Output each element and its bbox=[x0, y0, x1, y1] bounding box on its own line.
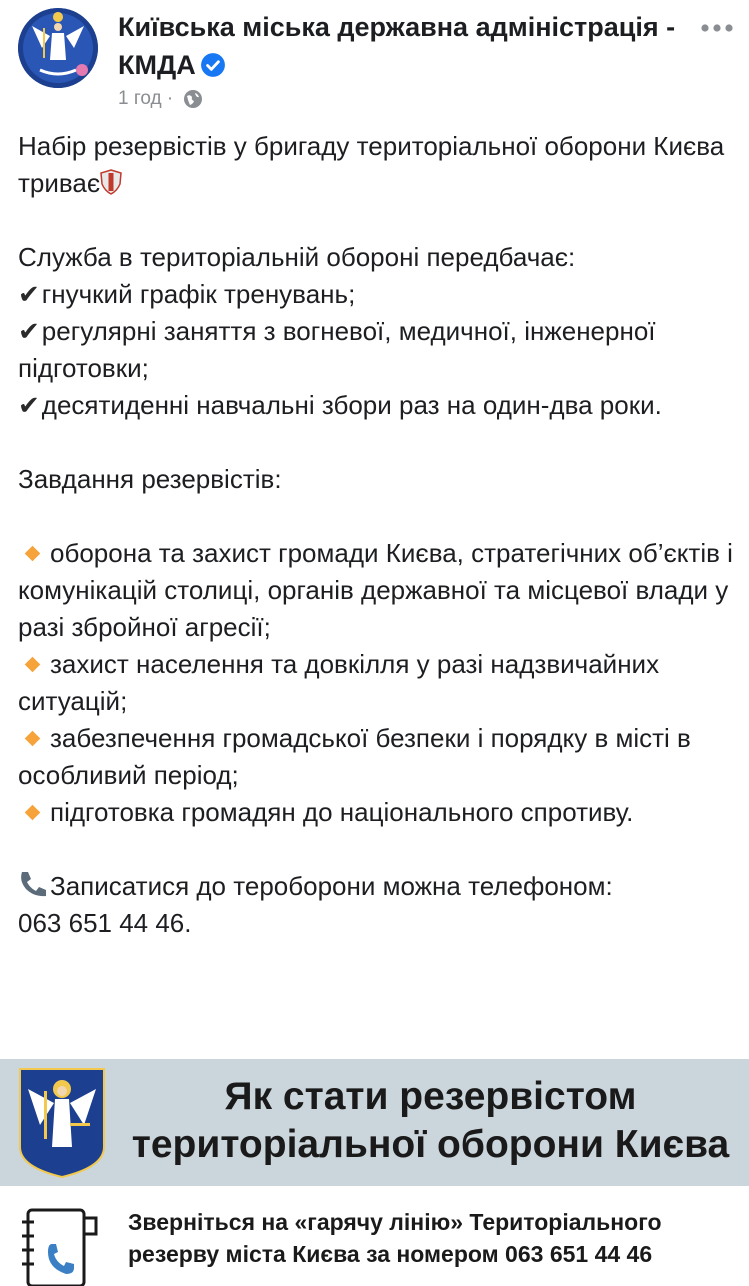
page-name-text[interactable]: Київська міська державна адміністрація - КМДА bbox=[118, 12, 676, 80]
orange-diamond-icon bbox=[25, 656, 41, 672]
page-avatar[interactable] bbox=[18, 8, 98, 88]
service-heading: Служба в територіальній обороні передбачає: bbox=[18, 242, 576, 272]
task-item bbox=[18, 720, 738, 794]
verified-badge-icon bbox=[200, 52, 226, 78]
more-icon[interactable] bbox=[699, 22, 735, 34]
hotline-line: Зверніться на «гарячу лінію» Територіального bbox=[128, 1209, 662, 1235]
service-item-text: десятиденні навчальні збори раз на один-два роки. bbox=[41, 390, 662, 420]
shield-emoji bbox=[100, 169, 122, 195]
task-item-text: оборона та захист громади Києва, стратегічних об’єктів і комунікацій столиці, органів державної та місцевої влади у разі збройної агресії; bbox=[18, 538, 733, 642]
globe-icon bbox=[183, 89, 203, 109]
check-icon: ✔ bbox=[18, 390, 40, 420]
service-item bbox=[18, 387, 738, 424]
hotline-line: резерву міста Києва за номером 063 651 44 46 bbox=[128, 1241, 653, 1267]
task-item bbox=[18, 794, 738, 831]
banner-title-line: територіальної оборони Києва bbox=[131, 1123, 730, 1166]
task-item-text: підготовка громадян до національного спротиву. bbox=[50, 797, 634, 827]
check-icon: ✔ bbox=[18, 316, 40, 346]
orange-diamond-icon bbox=[25, 730, 41, 746]
kyiv-coat-of-arms-icon bbox=[18, 1067, 106, 1179]
phone-number[interactable]: 063 651 44 46. bbox=[18, 908, 192, 938]
intro-text: Набір резервістів у бригаду територіальної оборони Києва триває bbox=[18, 131, 725, 198]
orange-diamond-icon bbox=[25, 804, 41, 820]
task-item-text: забезпечення громадської безпеки і порядку в місті в особливий період; bbox=[18, 723, 691, 790]
service-item-text: гнучкий графік тренувань; bbox=[41, 279, 356, 309]
hotline-text bbox=[128, 1206, 738, 1270]
banner-title-line: Як стати резервістом bbox=[224, 1075, 637, 1118]
meta-separator: · bbox=[166, 88, 174, 109]
signup-text: Записатися до тероборони можна телефоном: bbox=[50, 871, 613, 901]
post-meta bbox=[118, 88, 203, 110]
notebook-phone-icon bbox=[18, 1206, 102, 1286]
orange-diamond-icon bbox=[25, 545, 41, 561]
task-item bbox=[18, 646, 738, 720]
post-time[interactable]: 1 год bbox=[118, 88, 162, 109]
hotline-section bbox=[0, 1186, 749, 1279]
service-item-text: регулярні заняття з вогневої, медичної, інженерної підготовки; bbox=[18, 316, 656, 383]
service-item bbox=[18, 313, 738, 387]
post-header bbox=[0, 0, 749, 118]
task-item bbox=[18, 535, 738, 646]
check-icon: ✔ bbox=[18, 279, 40, 309]
post-body bbox=[18, 128, 738, 942]
banner-title bbox=[112, 1073, 749, 1169]
task-item-text: захист населення та довкілля у разі надзвичайних ситуацій; bbox=[18, 649, 660, 716]
tasks-heading: Завдання резервістів: bbox=[18, 464, 282, 494]
service-item bbox=[18, 276, 738, 313]
page-name[interactable] bbox=[118, 8, 678, 84]
post-image-banner[interactable] bbox=[0, 1059, 749, 1186]
post-intro bbox=[18, 128, 738, 202]
phone-icon bbox=[18, 870, 48, 898]
signup-line bbox=[18, 868, 738, 905]
kyiv-coat-of-arms-icon bbox=[18, 8, 98, 88]
